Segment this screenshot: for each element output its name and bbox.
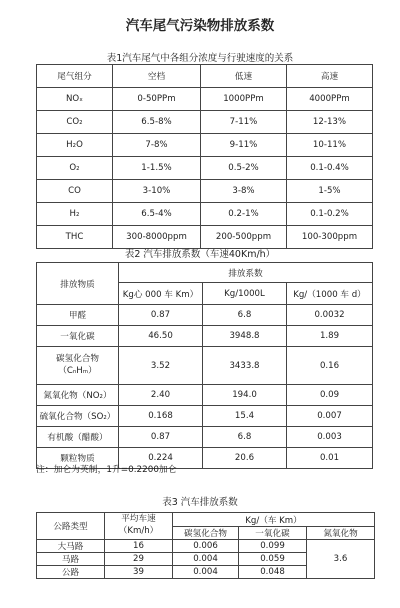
table1-cell: 0-50PPm [113,88,201,111]
table3-cell: 大马路 [37,540,105,553]
table1-header-cell: 空档 [113,65,201,88]
table2-cell: 15.4 [203,406,287,427]
table2-cell: 2.40 [119,385,203,406]
table-row [37,406,373,427]
table1-cell: NOₓ [37,88,113,111]
table2-cell: 0.224 [119,448,203,469]
table2-cell: 1.89 [287,326,373,347]
table-row [37,134,373,157]
table2-cell: 6.8 [203,427,287,448]
table2-cell: 6.8 [203,305,287,326]
table1-cell: 1000PPm [201,88,287,111]
table2-cell: 0.007 [287,406,373,427]
table-row [37,88,373,111]
table2-cell: 氮氧化物（NO₂） [37,385,119,406]
table1-cell: 7-11% [201,111,287,134]
table2-cell: 一氧化碳 [37,326,119,347]
table2-cell: 0.87 [119,305,203,326]
table3-cell: 0.004 [173,566,239,579]
table1-header-cell: 尾气组分 [37,65,113,88]
table1-cell: 3-8% [201,180,287,203]
table1-cell: 9-11% [201,134,287,157]
table1 [36,64,373,249]
table1-cell: CO₂ [37,111,113,134]
table1-cell: 0.5-2% [201,157,287,180]
table2-cell: 194.0 [203,385,287,406]
table1-cell: 6.5-8% [113,111,201,134]
table3-cell: 29 [105,553,173,566]
table-row [37,326,373,347]
table2-cell: 甲醛 [37,305,119,326]
table-row [37,305,373,326]
table1-cell: 0.1-0.2% [287,203,373,226]
table-row [37,385,373,406]
table1-cell: CO [37,180,113,203]
table1-cell: 100-300ppm [287,226,373,249]
table-row [37,111,373,134]
table2-cell: 0.16 [287,347,373,385]
table3-subheader-cell: 一氧化碳 [239,527,307,540]
table1-cell: 300-8000ppm [113,226,201,249]
table3-header-row [37,513,375,527]
table2 [36,262,373,469]
table2-cell: 3948.8 [203,326,287,347]
table-row [37,427,373,448]
table1-cell: H₂O [37,134,113,157]
table1-header-row [37,65,373,88]
table2-cell: 0.01 [287,448,373,469]
table-row [37,540,375,553]
table1-cell: 7-8% [113,134,201,157]
table2-header-row [37,263,373,283]
table2-cell: 硫氧化合物（SO₂） [37,406,119,427]
table1-header-cell: 高速 [287,65,373,88]
table1-cell: 6.5-4% [113,203,201,226]
table3-cell: 0.004 [173,553,239,566]
table2-unit-cell: Kg/1000L [203,283,287,305]
table2-header-group: 排放系数 [119,263,373,283]
table1-cell: 10-11% [287,134,373,157]
table2-cell: 3433.8 [203,347,287,385]
table1-cell: 12-13% [287,111,373,134]
table-row [37,347,373,385]
table1-cell: 0.1-0.4% [287,157,373,180]
table2-cell: 有机酸（醋酸） [37,427,119,448]
table3-cell: 0.006 [173,540,239,553]
table-row [37,157,373,180]
table1-cell: 4000PPm [287,88,373,111]
table1-cell: H₂ [37,203,113,226]
table3-cell: 39 [105,566,173,579]
table3-subheader-cell: 碳氢化合物 [173,527,239,540]
table2-cell: 3.52 [119,347,203,385]
table3-header-type: 公路类型 [37,513,105,540]
table2-cell: 46.50 [119,326,203,347]
table3-subheader-cell: 氮氧化物 [307,527,375,540]
table3-nox-merged-cell: 3.6 [307,540,375,579]
table2-cell: 0.87 [119,427,203,448]
table1-cell: THC [37,226,113,249]
table3-header-speed: 平均车速 （Km/h） [105,513,173,540]
table3-cell: 0.099 [239,540,307,553]
table1-cell: 200-500ppm [201,226,287,249]
document-title: 汽车尾气污染物排放系数 [125,18,275,34]
table3-header-group: Kg/（车 Km） [173,513,375,527]
table1-cell: O₂ [37,157,113,180]
table2-cell: 0.168 [119,406,203,427]
table1-caption: 表1汽车尾气中各组分浓度与行驶速度的关系 [106,53,294,64]
table3-cell: 0.059 [239,553,307,566]
table3-cell: 公路 [37,566,105,579]
table2-cell: 20.6 [203,448,287,469]
footnote: 注：加仑为英制，1升=0.2200加仑 [36,465,177,475]
table3-cell: 马路 [37,553,105,566]
table2-cell: 0.0032 [287,305,373,326]
table3-cell: 16 [105,540,173,553]
table2-cell: 0.003 [287,427,373,448]
table2-header-item: 排放物质 [37,263,119,305]
table1-cell: 1-1.5% [113,157,201,180]
table1-cell: 1-5% [287,180,373,203]
table-row [37,203,373,226]
table2-unit-cell: Kg心 000 车 Km） [119,283,203,305]
table1-header-cell: 低速 [201,65,287,88]
table3-cell: 0.048 [239,566,307,579]
table2-unit-cell: Kg/（1000 车 d） [287,283,373,305]
table2-caption: 表2 汽车排放系数（车速40Km/h） [124,249,276,260]
table2-cell: 碳氢化合物 （CₙHₘ） [37,347,119,385]
table-row [37,180,373,203]
table3-caption: 表3 汽车排放系数 [162,497,238,508]
table1-cell: 3-10% [113,180,201,203]
table2-cell: 0.09 [287,385,373,406]
table1-cell: 0.2-1% [201,203,287,226]
table3 [36,512,375,579]
table2-cell: 颗粒物质 [37,448,119,469]
